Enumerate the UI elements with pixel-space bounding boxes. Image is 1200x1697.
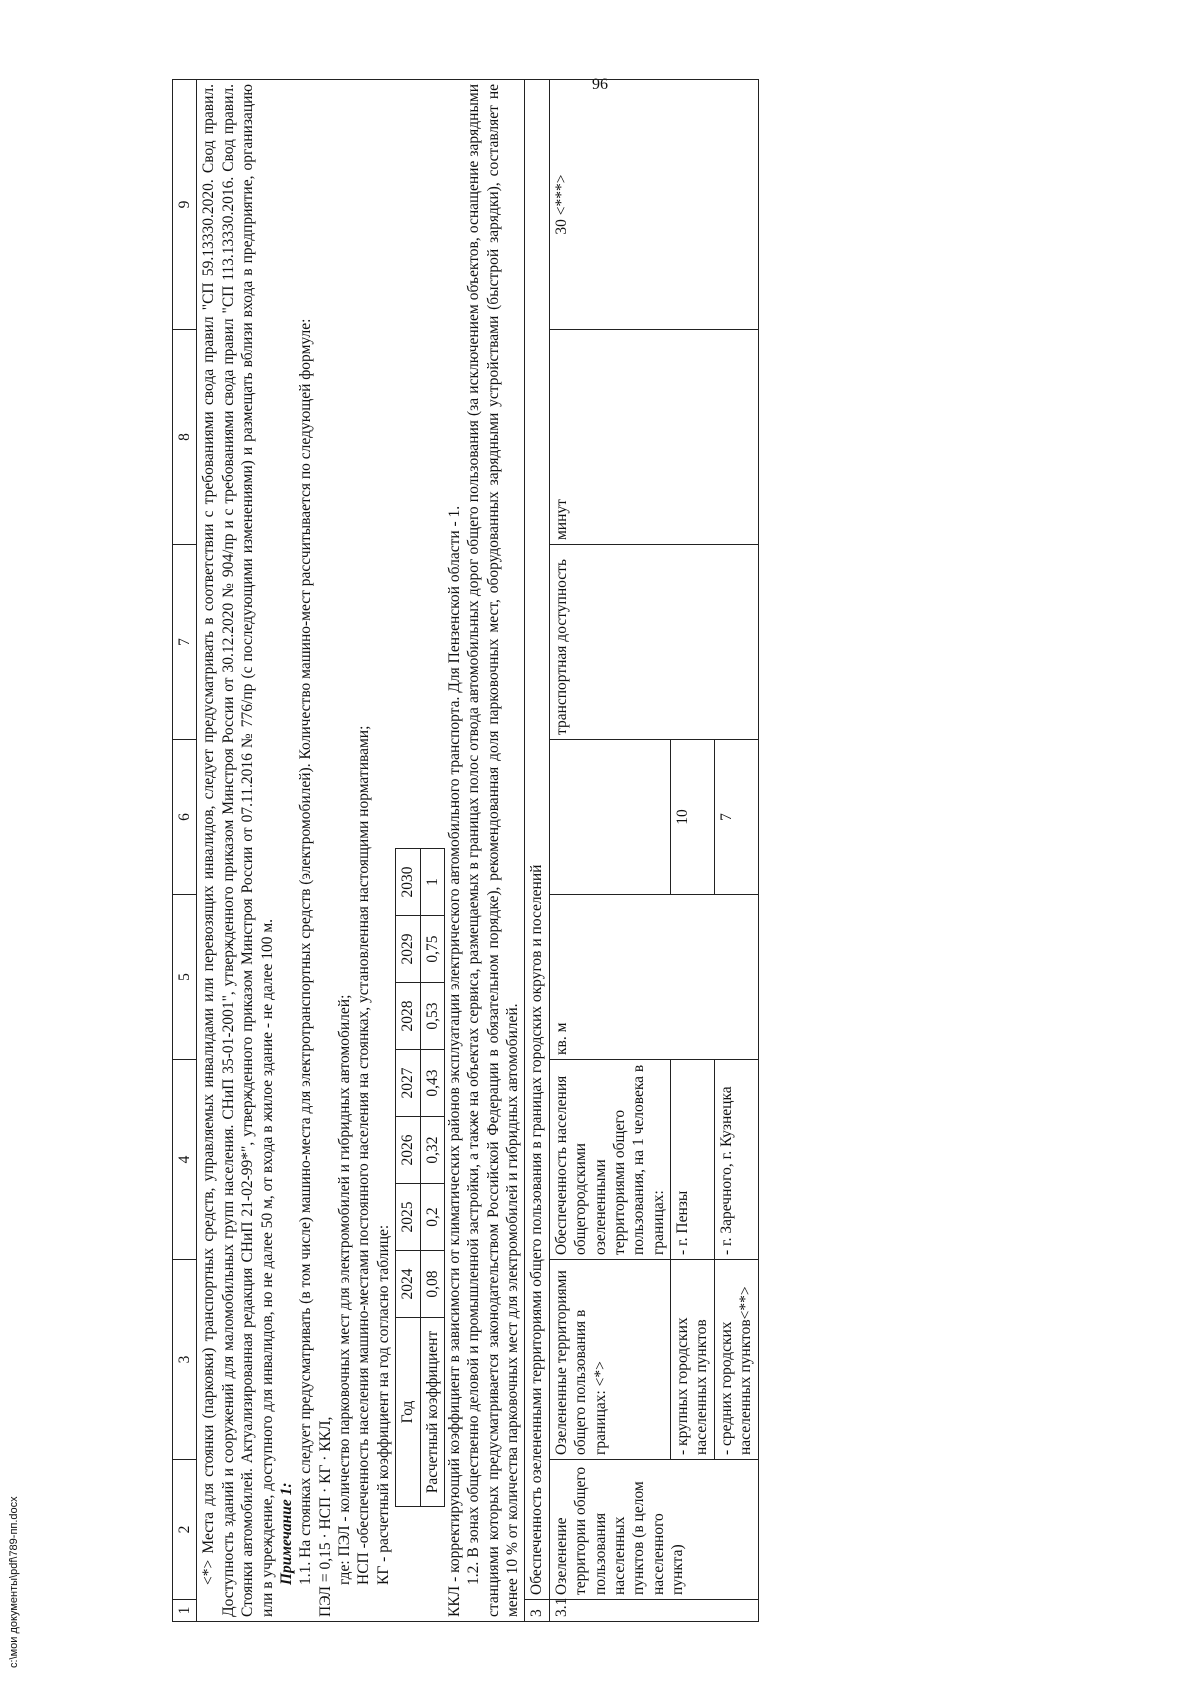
sub1-settlement-type: - крупных городских населенных пунктов <box>671 1260 715 1460</box>
section-title: Обеспеченность озелененными территориями общего пользования в границах городских округов и поселений <box>525 80 549 1600</box>
row-value-empty <box>549 740 670 895</box>
kkl-paragraph: ККЛ - корректирующий коэффициент в зависимости от климатических районов эксплуатации электрического автомобильного транспорта. Для Пензенской области - 1. <box>445 505 463 1617</box>
coef-value: 1 <box>420 849 444 916</box>
col-num-4: 4 <box>173 1060 197 1260</box>
note-paragraph-charging: 1.2. В зонах общественно деловой и промышленной застройки, а также на объектах сервиса, размещаемых в границах полос отвода автомобильных дорог общего пользования (за исключением объектов, оснащение зарядными станциями которых предусматривается законодательством Российской Федерации в обязательном порядке), рекомендованная доля парковочных мест, оборудованных зарядными устройствами (быстрой зарядки), составляет не менее 10 % от количества парковочных мест для электромобилей и гибридных автомобилей. <box>465 84 521 1617</box>
row-access-unit: минут <box>549 330 758 545</box>
col-num-1: 1 <box>173 1600 197 1622</box>
where-line-2: НСП -обеспеченность населения машино-местами постоянного населения на стоянках, установленная настоящими нормативами; <box>355 725 373 1585</box>
coef-value: 0,08 <box>420 1251 444 1318</box>
row-number: 3.1 <box>549 1600 758 1622</box>
coef-year: 2030 <box>396 849 420 916</box>
note-paragraph-ev-spaces: 1.1. На стоянках следует предусматривать (в том числе) машино-места для электротранспортных средств (электромобилей). Количество машино-мест рассчитывается по следующей формуле: <box>297 318 315 1585</box>
coef-year: 2026 <box>396 1117 420 1184</box>
row-subject: Озелененные территориями общего пользования в границах: <*> <box>549 1260 670 1460</box>
row-access-type: транспортная доступность <box>549 545 758 740</box>
coef-value: 0,2 <box>420 1184 444 1251</box>
where-line-3: КГ - расчетный коэффициент на год согласно таблице: <box>374 1224 392 1585</box>
sub1-value: 10 <box>671 740 715 895</box>
rotated-table-sheet <box>172 80 1060 1622</box>
col-num-7: 7 <box>173 545 197 740</box>
coef-year: 2029 <box>396 916 420 983</box>
coef-value-row <box>420 849 444 1507</box>
coef-year: 2025 <box>396 1184 420 1251</box>
row-unit: кв. м <box>549 895 758 1060</box>
col-num-6: 6 <box>173 740 197 895</box>
page-number: 96 <box>592 76 608 93</box>
col-num-2: 2 <box>173 1460 197 1600</box>
sub2-city: - г. Заречного, г. Кузнецка <box>714 1060 758 1260</box>
where-line-1: где: ПЭЛ - количество парковочных мест для электромобилей и гибридных автомобилей; <box>336 994 353 1585</box>
coef-year-row <box>396 849 420 1507</box>
coef-year: 2027 <box>396 1050 420 1117</box>
sub2-value: 7 <box>714 740 758 895</box>
sub2-settlement-type: - средних городских населенных пунктов<**> <box>714 1260 758 1460</box>
coef-value: 0,32 <box>420 1117 444 1184</box>
coefficient-table <box>395 848 445 1507</box>
section-3-row <box>525 80 549 1622</box>
row-access-value: 30 <***> <box>549 80 758 330</box>
note-cell <box>197 80 525 1622</box>
col-num-5: 5 <box>173 895 197 1060</box>
section-number: 3 <box>525 1600 549 1622</box>
coef-value: 0,53 <box>420 983 444 1050</box>
footer-file-path: c:\мои документы\pdf\789-пп.docx <box>8 1496 20 1668</box>
coef-value: 0,75 <box>420 916 444 983</box>
sub1-city: - г. Пензы <box>671 1060 715 1260</box>
formula: ПЭЛ = 0,15 · НСП · КГ · ККЛ, <box>316 1416 334 1617</box>
column-number-row <box>173 80 197 1622</box>
coef-value: 0,43 <box>420 1050 444 1117</box>
row-indicator: Озеленение территории общего пользования населенных пунктов (в целом населенного пункта) <box>549 1460 758 1600</box>
note-paragraph-disabled-parking: <*> Места для стоянки (парковки) транспортных средств, управляемых инвалидами или перевозящих инвалидов, следует предусматривать в соответствии с требованиями свода правил "СП 59.13330.2020. Свод правил. Доступность зданий и сооружений для маломобильных групп населения. СНиП 35-01-2001", утвержденного приказом Минстроя России от 30.12.2020 № 904/пр и с требованиями свода правил "СП 113.13330.2016. Свод правил. Стоянки автомобилей. Актуализированная редакция СНиП 21-02-99*", утвержденного приказом Минстроя России от 07.11.2016 № 776/пр (с последующими изменениями) и размещать вблизи входа в предприятие, организацию или в учреждение, доступного для инвалидов, но не далее 50 м, от входа в жилое здание - не далее 100 м. <box>200 84 276 1617</box>
norms-table <box>172 79 759 1622</box>
col-num-9: 9 <box>173 80 197 330</box>
coef-year: 2028 <box>396 983 420 1050</box>
row-3-1-main <box>549 80 670 1622</box>
coef-year: 2024 <box>396 1251 420 1318</box>
coef-year-label: Год <box>396 1318 420 1507</box>
note-title: Примечание 1: <box>277 1482 295 1585</box>
coef-value-label: Расчетный коэффициент <box>420 1318 444 1507</box>
row-description: Обеспеченность населения общегородскими озелененными территориями общего пользования, на 1 человека в границах: <box>549 1060 670 1260</box>
note-row <box>197 80 525 1622</box>
col-num-8: 8 <box>173 330 197 545</box>
col-num-3: 3 <box>173 1260 197 1460</box>
